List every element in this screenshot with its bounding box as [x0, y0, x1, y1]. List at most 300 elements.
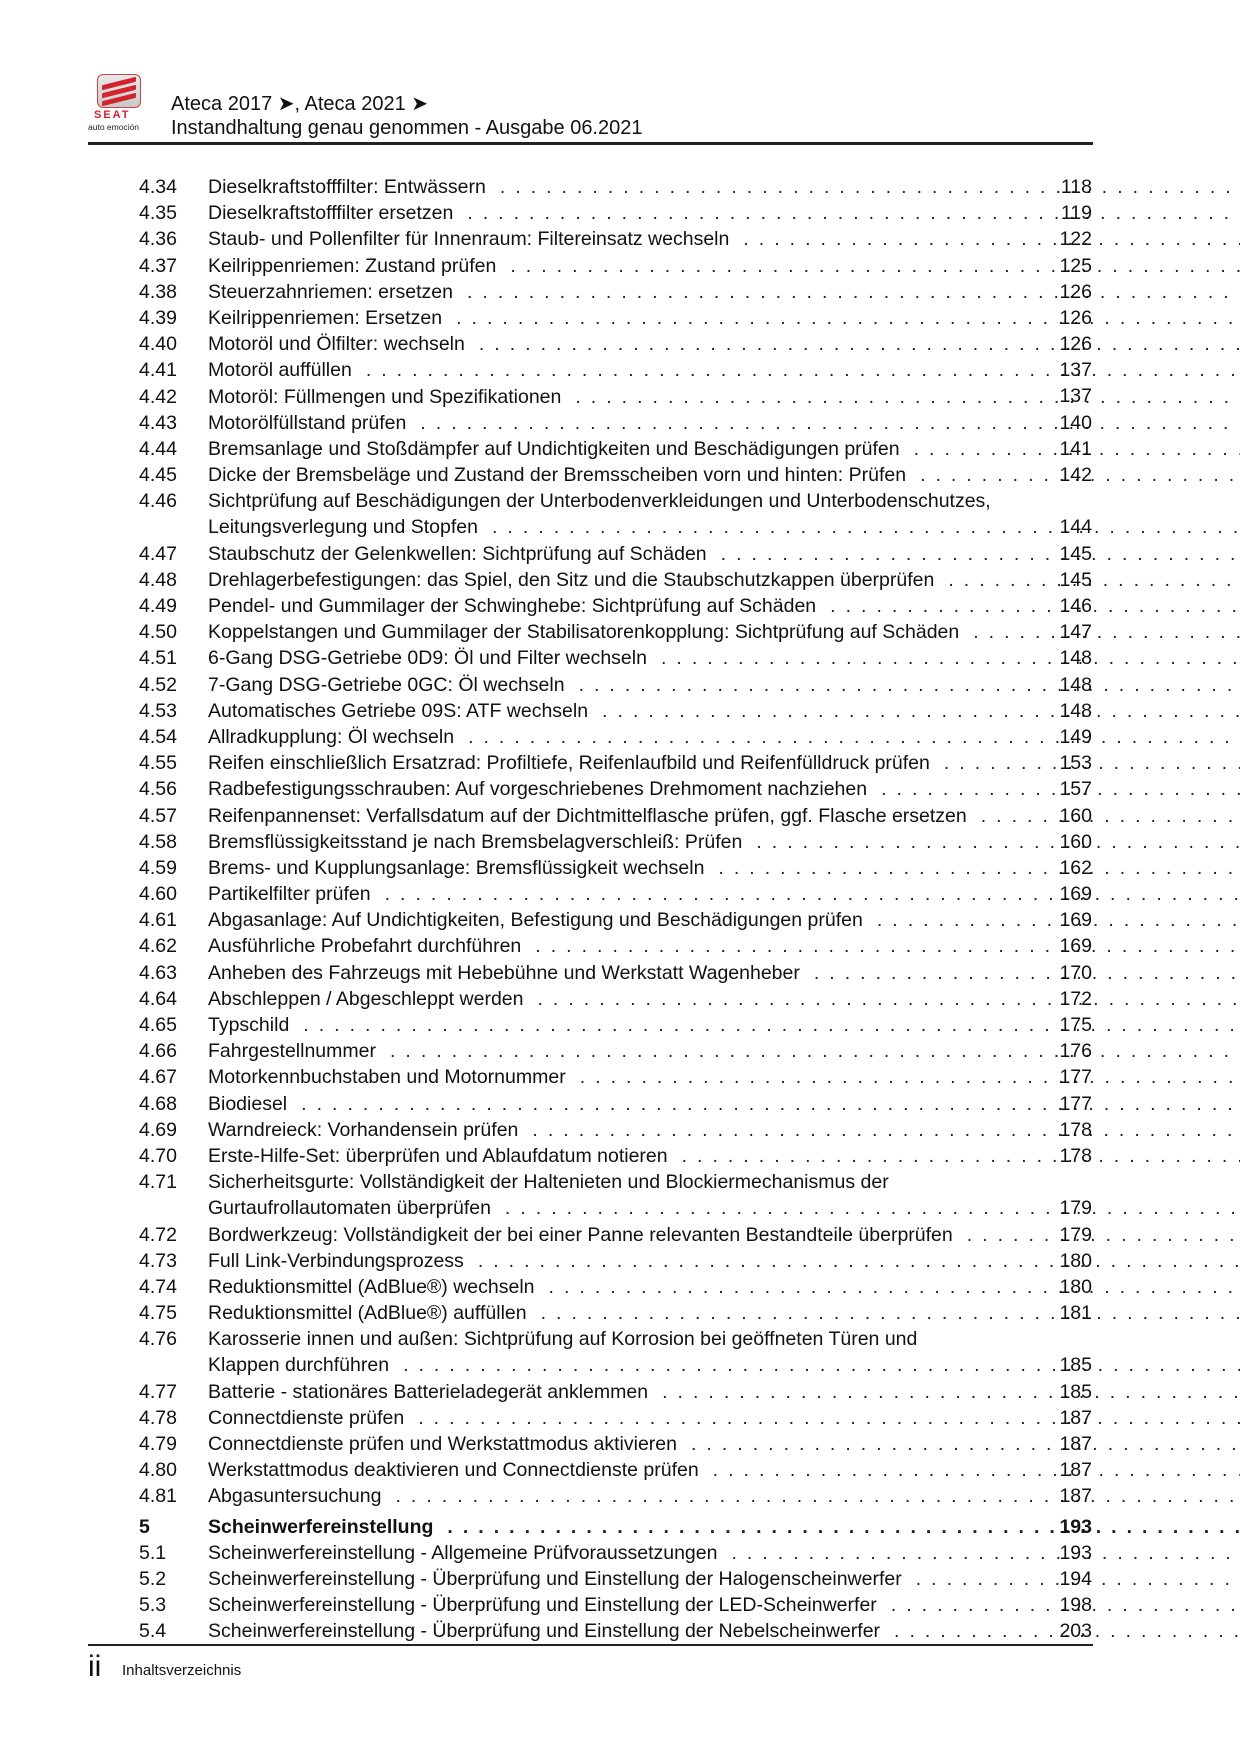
toc-entry-number: 4.81	[139, 1485, 177, 1508]
toc-entry-title-line: Scheinwerfereinstellung	[208, 1515, 434, 1538]
toc-entry-title[interactable]	[208, 174, 1052, 200]
toc-entry[interactable]	[0, 698, 1240, 724]
dot-leader	[505, 1197, 1240, 1219]
dot-leader	[492, 516, 1240, 538]
dot-leader	[395, 1485, 1240, 1507]
toc-entry-page[interactable]: 193	[1059, 1515, 1092, 1538]
toc-entry[interactable]	[0, 1222, 1240, 1248]
toc-entry-page[interactable]: 146	[1059, 595, 1092, 617]
toc-entry-page[interactable]: 169	[1059, 935, 1092, 958]
toc-entry[interactable]	[0, 357, 1240, 383]
toc-entry[interactable]	[0, 279, 1240, 305]
toc-entry-title[interactable]	[208, 462, 1052, 488]
dot-leader	[532, 1119, 1240, 1141]
document-title: Ateca 2017 ➤, Ateca 2021 ➤	[171, 93, 429, 115]
toc-entry-page[interactable]: 137	[1059, 385, 1092, 408]
toc-entry[interactable]	[0, 672, 1240, 698]
toc-entry-number: 4.67	[139, 1066, 177, 1089]
toc-entry-title-line: Reduktionsmittel (AdBlue®) wechseln	[208, 1275, 535, 1298]
toc-entry-page[interactable]: 142	[1059, 464, 1092, 487]
toc-entry[interactable]	[0, 855, 1240, 881]
toc-entry-title[interactable]	[208, 488, 1052, 540]
toc-entry-title-line: Fahrgestellnummer	[208, 1040, 376, 1063]
toc-entry[interactable]	[0, 488, 1240, 540]
toc-entry-title-line: Ausführliche Probefahrt durchführen	[208, 935, 522, 958]
toc-entry-title[interactable]	[208, 1457, 1052, 1483]
toc-entry[interactable]	[0, 567, 1240, 593]
toc-entry-title-line: Automatisches Getriebe 09S: ATF wechseln	[208, 699, 589, 722]
toc-entry-page[interactable]: 126	[1059, 280, 1092, 303]
dot-leader	[535, 935, 1240, 957]
toc-entry[interactable]	[0, 174, 1240, 200]
dot-leader	[541, 1302, 1240, 1324]
dot-leader	[420, 412, 1240, 434]
toc-entry-title[interactable]	[208, 1431, 1052, 1457]
toc-entry[interactable]	[0, 1405, 1240, 1431]
toc-entry[interactable]	[0, 1169, 1240, 1221]
toc-entry-page[interactable]: 180	[1059, 1275, 1092, 1298]
toc-entry-page[interactable]: 187	[1059, 1433, 1092, 1456]
toc-entry-page[interactable]: 125	[1059, 254, 1092, 277]
toc-entry-number: 4.56	[139, 778, 177, 801]
toc-entry-number: 4.57	[139, 804, 177, 827]
toc-entry-number: 4.52	[139, 673, 177, 696]
toc-entry-title-line: Radbefestigungsschrauben: Auf vorgeschriebenes Drehmoment nachziehen	[208, 778, 868, 801]
toc-entry[interactable]	[0, 384, 1240, 410]
toc-entry-title[interactable]	[208, 960, 1052, 986]
dot-leader	[390, 1040, 1240, 1062]
toc-entry-title[interactable]	[208, 803, 1052, 829]
dot-leader	[385, 883, 1240, 905]
footer-divider	[88, 1644, 1093, 1646]
toc-entry-number: 4.53	[139, 699, 177, 722]
toc-entry[interactable]	[0, 1274, 1240, 1300]
toc-entry-number: 4.79	[139, 1433, 177, 1456]
toc-entry-number: 4.76	[139, 1328, 177, 1351]
toc-entry[interactable]	[0, 226, 1240, 252]
toc-entry[interactable]	[0, 1091, 1240, 1117]
toc-entry-title[interactable]	[208, 1248, 1052, 1274]
toc-entry-number: 5	[139, 1515, 150, 1538]
dot-leader	[549, 1276, 1240, 1298]
toc-entry-title[interactable]	[208, 1222, 1052, 1248]
toc-entry[interactable]	[0, 1618, 1240, 1644]
table-of-contents	[0, 174, 1240, 1645]
toc-entry-page[interactable]: 169	[1059, 909, 1092, 932]
toc-entry[interactable]	[0, 1064, 1240, 1090]
toc-entry[interactable]	[0, 541, 1240, 567]
toc-entry-page[interactable]: 198	[1059, 1594, 1092, 1617]
toc-entry-title-line: Staub- und Pollenfilter für Innenraum: Filtereinsatz wechseln	[208, 228, 730, 251]
toc-entry-page[interactable]: 176	[1059, 1040, 1092, 1063]
document-subtitle: Instandhaltung genau genommen - Ausgabe 06.2021	[171, 117, 643, 139]
toc-entry-title[interactable]	[208, 1012, 1052, 1038]
toc-entry-title[interactable]	[208, 1091, 1052, 1117]
toc-entry-title[interactable]	[208, 881, 1052, 907]
toc-entry-title-line: Bordwerkzeug: Vollständigkeit der bei einer Panne relevanten Bestandteile überprüfen	[208, 1223, 953, 1246]
toc-entry-title-line: Scheinwerfereinstellung - Allgemeine Prüfvoraussetzungen	[208, 1541, 718, 1564]
toc-entry-title-line: Bremsflüssigkeitsstand je nach Bremsbelagverschleiß: Prüfen	[208, 830, 743, 853]
toc-entry-number: 4.72	[139, 1223, 177, 1246]
toc-entry-title[interactable]	[208, 593, 1052, 619]
toc-entry-title-line: Anheben des Fahrzeugs mit Hebebühne und Werkstatt Wagenheber	[208, 961, 800, 984]
toc-entry-title-line: Steuerzahnriemen: ersetzen	[208, 280, 453, 303]
toc-entry-number: 4.36	[139, 228, 177, 251]
toc-section-entry[interactable]	[0, 1514, 1240, 1540]
toc-entry-title[interactable]	[208, 279, 1052, 305]
toc-entry-title-line: Scheinwerfereinstellung - Überprüfung und Einstellung der Halogenscheinwerfer	[208, 1567, 902, 1590]
dot-leader	[830, 595, 1240, 617]
toc-entry-title-line: Batterie - stationäres Batterieladegerät anklemmen	[208, 1380, 649, 1403]
toc-entry-number: 4.40	[139, 333, 177, 356]
toc-entry-page[interactable]: 160	[1059, 830, 1092, 853]
toc-entry-title-line: Sicherheitsgurte: Vollständigkeit der Haltenieten und Blockiermechanismus der	[208, 1171, 889, 1194]
brand-name: SEAT	[94, 109, 131, 121]
toc-entry-title[interactable]	[208, 226, 1052, 252]
toc-entry-title[interactable]	[208, 1514, 1052, 1540]
dot-leader	[877, 909, 1240, 931]
toc-entry-number: 4.50	[139, 621, 177, 644]
toc-entry-page[interactable]: 126	[1059, 306, 1092, 329]
toc-entry-number: 4.73	[139, 1249, 177, 1272]
dot-leader	[478, 1250, 1240, 1272]
toc-entry-page[interactable]: 187	[1059, 1485, 1092, 1508]
toc-entry[interactable]	[0, 331, 1240, 357]
toc-entry-title-line: Motorkennbuchstaben und Motornummer	[208, 1066, 566, 1089]
toc-entry-page[interactable]: 179	[1059, 1197, 1092, 1220]
dot-leader	[366, 359, 1240, 381]
dot-leader	[467, 281, 1240, 303]
toc-entry[interactable]	[0, 776, 1240, 802]
toc-entry-title[interactable]	[208, 1064, 1052, 1090]
toc-entry-number: 4.42	[139, 385, 177, 408]
dot-leader	[691, 1433, 1240, 1455]
toc-entry-page[interactable]: 157	[1059, 778, 1092, 801]
toc-entry[interactable]	[0, 619, 1240, 645]
toc-entry-title[interactable]	[208, 253, 1052, 279]
toc-entry-number: 4.77	[139, 1380, 177, 1403]
toc-entry-number: 4.74	[139, 1275, 177, 1298]
toc-entry-title[interactable]	[208, 541, 1052, 567]
toc-entry-page[interactable]: 194	[1059, 1567, 1092, 1590]
toc-entry-page[interactable]: 160	[1059, 804, 1092, 827]
toc-entry-number: 4.58	[139, 830, 177, 853]
toc-entry[interactable]	[0, 933, 1240, 959]
toc-entry[interactable]	[0, 1483, 1240, 1509]
toc-entry-number: 4.65	[139, 1014, 177, 1037]
toc-entry-page[interactable]: 122	[1059, 228, 1092, 251]
toc-entry-number: 4.39	[139, 306, 177, 329]
toc-entry-number: 4.66	[139, 1040, 177, 1063]
toc-entry-title[interactable]	[208, 200, 1052, 226]
toc-entry-page[interactable]: 193	[1059, 1541, 1092, 1564]
toc-entry-number: 4.48	[139, 568, 177, 591]
toc-entry-title-line: Brems- und Kupplungsanlage: Bremsflüssigkeit wechseln	[208, 856, 705, 879]
toc-entry[interactable]	[0, 593, 1240, 619]
toc-entry-number: 4.46	[139, 490, 177, 513]
toc-entry-page[interactable]: 148	[1059, 647, 1092, 670]
toc-entry-number: 4.49	[139, 595, 177, 618]
toc-entry-page[interactable]: 187	[1059, 1459, 1092, 1482]
toc-entry-page[interactable]: 145	[1059, 542, 1092, 565]
toc-entry[interactable]	[0, 1457, 1240, 1483]
brand-tagline: auto emoción	[88, 122, 140, 132]
toc-entry-page[interactable]: 172	[1059, 987, 1092, 1010]
toc-entry-title[interactable]	[208, 698, 1052, 724]
toc-entry-title[interactable]	[208, 1326, 1052, 1378]
toc-entry-title[interactable]	[208, 1483, 1052, 1509]
dot-leader	[602, 700, 1240, 722]
toc-entry[interactable]	[0, 436, 1240, 462]
toc-entry-page[interactable]: 187	[1059, 1406, 1092, 1429]
toc-entry-number: 4.54	[139, 725, 177, 748]
dot-leader	[301, 1093, 1240, 1115]
toc-entry-page[interactable]: 140	[1059, 411, 1092, 434]
toc-entry-number: 4.75	[139, 1302, 177, 1325]
toc-entry-title[interactable]	[208, 1618, 1052, 1644]
toc-entry-title-line: Dieselkraftstofffilter: Entwässern	[208, 176, 486, 198]
toc-entry-page[interactable]: 126	[1059, 333, 1092, 356]
toc-entry-number: 5.2	[139, 1567, 167, 1590]
toc-entry-title-line: Dieselkraftstofffilter ersetzen	[208, 202, 454, 225]
toc-entry-title[interactable]	[208, 1117, 1052, 1143]
dot-leader	[580, 1066, 1240, 1088]
toc-entry-page[interactable]: 180	[1059, 1249, 1092, 1272]
toc-entry-title-line: Dicke der Bremsbeläge und Zustand der Bremsscheiben vorn und hinten: Prüfen	[208, 464, 907, 487]
toc-entry-title[interactable]	[208, 1300, 1052, 1326]
toc-entry-page[interactable]: 169	[1059, 883, 1092, 906]
toc-entry-number: 4.62	[139, 935, 177, 958]
toc-entry[interactable]	[0, 462, 1240, 488]
toc-entry[interactable]	[0, 253, 1240, 279]
toc-entry-title[interactable]	[208, 829, 1052, 855]
toc-entry-page[interactable]: 148	[1059, 699, 1092, 722]
toc-entry-number: 4.55	[139, 752, 177, 775]
toc-entry-title[interactable]	[208, 907, 1052, 933]
toc-entry-title[interactable]	[208, 672, 1052, 698]
toc-entry-title-line: Werkstattmodus deaktivieren und Connectdienste prüfen	[208, 1459, 699, 1482]
toc-entry-page[interactable]: 149	[1059, 725, 1092, 748]
toc-entry-number: 4.34	[139, 176, 177, 198]
toc-entry-title-line: Typschild	[208, 1014, 290, 1037]
toc-entry-title[interactable]	[208, 986, 1052, 1012]
toc-entry-title[interactable]	[208, 1379, 1052, 1405]
toc-entry[interactable]	[0, 960, 1240, 986]
toc-entry[interactable]	[0, 829, 1240, 855]
toc-entry-title[interactable]	[208, 1038, 1052, 1064]
toc-entry-page[interactable]: 162	[1059, 856, 1092, 879]
toc-entry-title[interactable]	[208, 1405, 1052, 1431]
toc-entry-title-line: Abgasanlage: Auf Undichtigkeiten, Befestigung und Beschädigungen prüfen	[208, 909, 863, 932]
footer-label: Inhaltsverzeichnis	[122, 1662, 242, 1679]
toc-entry-title-line: Pendel- und Gummilager der Schwinghebe: Sichtprüfung auf Schäden	[208, 595, 817, 618]
toc-entry[interactable]	[0, 645, 1240, 671]
toc-entry-page[interactable]: 185	[1059, 1380, 1092, 1403]
toc-entry-title[interactable]	[208, 645, 1052, 671]
toc-entry-number: 5.1	[139, 1541, 167, 1564]
dot-leader	[418, 1407, 1240, 1429]
toc-entry-title[interactable]	[208, 750, 1052, 776]
dot-leader	[468, 726, 1240, 748]
toc-entry-title-line: Reifen einschließlich Ersatzrad: Profiltiefe, Reifenlaufbild und Reifenfülldruck prüfen	[208, 752, 930, 775]
toc-entry-number: 4.59	[139, 856, 177, 879]
toc-entry-title[interactable]	[208, 357, 1052, 383]
toc-entry[interactable]	[0, 1326, 1240, 1378]
toc-entry-title[interactable]	[208, 1566, 1052, 1592]
toc-entry[interactable]	[0, 1248, 1240, 1274]
toc-entry-title[interactable]	[208, 1592, 1052, 1618]
toc-entry-title-line: Bremsanlage und Stoßdämpfer auf Undichtigkeiten und Beschädigungen prüfen	[208, 437, 900, 460]
toc-entry-title-line: Motoröl und Ölfilter: wechseln	[208, 333, 465, 356]
toc-entry-title[interactable]	[208, 305, 1052, 331]
toc-entry-number: 4.45	[139, 464, 177, 487]
toc-entry-page[interactable]: 148	[1059, 673, 1092, 696]
dot-leader	[743, 228, 1240, 250]
toc-entry-title[interactable]	[208, 1540, 1052, 1566]
toc-entry-title-line: 7-Gang DSG-Getriebe 0GC: Öl wechseln	[208, 673, 565, 696]
toc-entry-title-line: Scheinwerfereinstellung - Überprüfung und Einstellung der LED-Scheinwerfer	[208, 1594, 877, 1617]
toc-entry-title-line: Karosserie innen und außen: Sichtprüfung auf Korrosion bei geöffneten Türen und	[208, 1328, 918, 1351]
toc-entry-title[interactable]	[208, 567, 1052, 593]
toc-entry-number: 4.44	[139, 437, 177, 460]
toc-entry[interactable]	[0, 881, 1240, 907]
toc-entry[interactable]	[0, 1012, 1240, 1038]
toc-entry-title-line: Reifenpannenset: Verfallsdatum auf der Dichtmittelflasche prüfen, ggf. Flasche ersetzen	[208, 804, 967, 827]
toc-entry-page[interactable]: 119	[1060, 202, 1092, 225]
toc-entry-title-line: Abgasuntersuchung	[208, 1485, 382, 1508]
toc-entry-page[interactable]: 137	[1059, 359, 1092, 382]
toc-entry-page[interactable]: 177	[1059, 1066, 1092, 1089]
toc-entry-number: 4.51	[139, 647, 177, 670]
dot-leader	[510, 255, 1240, 277]
toc-entry-page[interactable]: 144	[1059, 516, 1092, 539]
toc-entry[interactable]	[0, 750, 1240, 776]
toc-entry-number: 4.47	[139, 542, 177, 565]
toc-entry-number: 4.38	[139, 280, 177, 303]
toc-entry-page[interactable]: 147	[1059, 621, 1092, 644]
toc-entry-page[interactable]: 177	[1059, 1092, 1092, 1115]
toc-entry[interactable]	[0, 1540, 1240, 1566]
toc-entry-title[interactable]	[208, 410, 1052, 436]
toc-entry-title[interactable]	[208, 384, 1052, 410]
toc-entry-title[interactable]	[208, 331, 1052, 357]
toc-entry-number: 5.4	[139, 1620, 167, 1643]
header-divider	[88, 142, 1093, 145]
toc-entry-title-line: Full Link-Verbindungsprozess	[208, 1249, 464, 1272]
toc-entry-page[interactable]: 145	[1059, 568, 1092, 591]
toc-entry-title-line: Keilrippenriemen: Zustand prüfen	[208, 254, 497, 277]
toc-entry-page[interactable]: 179	[1059, 1223, 1092, 1246]
toc-entry-title-line: Koppelstangen und Gummilager der Stabilisatorenkopplung: Sichtprüfung auf Schäden	[208, 621, 960, 644]
toc-entry-number: 4.41	[139, 359, 177, 382]
toc-entry-title[interactable]	[208, 619, 1052, 645]
dot-leader	[662, 1381, 1240, 1403]
toc-entry-number: 4.63	[139, 961, 177, 984]
toc-entry-title-line: Scheinwerfereinstellung - Überprüfung und Einstellung der Nebelscheinwerfer	[208, 1620, 881, 1643]
toc-entry[interactable]	[0, 305, 1240, 331]
toc-entry-page[interactable]: 118	[1060, 175, 1092, 198]
dot-leader	[973, 621, 1240, 643]
toc-entry-title-line: Keilrippenriemen: Ersetzen	[208, 306, 443, 329]
seat-emblem-icon	[97, 74, 141, 108]
toc-entry-page[interactable]: 181	[1059, 1302, 1092, 1325]
dot-leader	[661, 647, 1240, 669]
toc-entry[interactable]	[0, 200, 1240, 226]
toc-entry[interactable]	[0, 1379, 1240, 1405]
toc-entry-title-line: Sichtprüfung auf Beschädigungen der Unterbodenverkleidungen und Unterbodenschutzes,	[208, 490, 991, 513]
toc-entry-title-line: Leitungsverlegung und Stopfen	[208, 516, 478, 539]
toc-entry-title[interactable]	[208, 436, 1052, 462]
toc-entry-title-line: Drehlagerbefestigungen: das Spiel, den Sitz und die Staubschutzkappen überprüfen	[208, 568, 935, 591]
toc-entry-page[interactable]: 178	[1059, 1144, 1092, 1167]
dot-leader	[479, 333, 1240, 355]
toc-entry-page[interactable]: 175	[1059, 1014, 1092, 1036]
toc-entry-page[interactable]: 185	[1059, 1354, 1092, 1377]
toc-entry-page[interactable]: 178	[1059, 1118, 1092, 1141]
dot-leader	[303, 1014, 1240, 1036]
toc-entry-page[interactable]: 170	[1059, 961, 1092, 984]
dot-leader	[537, 988, 1240, 1010]
toc-entry-title-line: Klappen durchführen	[208, 1354, 390, 1377]
toc-entry[interactable]	[0, 724, 1240, 750]
dot-leader	[731, 1542, 1240, 1564]
toc-entry-title[interactable]	[208, 855, 1052, 881]
dot-leader	[756, 831, 1240, 853]
toc-entry-title-line: Staubschutz der Gelenkwellen: Sichtprüfung auf Schäden	[208, 542, 707, 565]
toc-entry[interactable]	[0, 1143, 1240, 1169]
dot-leader	[403, 1354, 1240, 1376]
toc-entry[interactable]	[0, 410, 1240, 436]
toc-entry[interactable]	[0, 1038, 1240, 1064]
toc-entry[interactable]	[0, 1117, 1240, 1143]
toc-entry-title-line: 6-Gang DSG-Getriebe 0D9: Öl und Filter wechseln	[208, 647, 647, 670]
toc-entry-page[interactable]: 141	[1059, 437, 1092, 460]
toc-entry-number: 4.69	[139, 1118, 177, 1141]
toc-entry[interactable]	[0, 907, 1240, 933]
toc-entry[interactable]	[0, 986, 1240, 1012]
toc-entry[interactable]	[0, 1300, 1240, 1326]
toc-entry[interactable]	[0, 1592, 1240, 1618]
dot-leader	[467, 202, 1240, 224]
toc-entry[interactable]	[0, 803, 1240, 829]
toc-entry-number: 4.78	[139, 1406, 177, 1429]
toc-entry-page[interactable]: 203	[1059, 1620, 1092, 1643]
dot-leader	[575, 386, 1240, 408]
dot-leader	[447, 1516, 1240, 1538]
toc-entry-title-line: Connectdienste prüfen	[208, 1406, 405, 1429]
toc-entry-number: 4.35	[139, 202, 177, 225]
toc-entry[interactable]	[0, 1431, 1240, 1457]
dot-leader	[814, 962, 1240, 984]
toc-entry-title-line: Gurtaufrollautomaten überprüfen	[208, 1197, 491, 1220]
toc-entry-number: 4.70	[139, 1144, 177, 1167]
seat-logo-icon	[88, 70, 152, 130]
toc-entry[interactable]	[0, 1566, 1240, 1592]
toc-entry-title[interactable]	[208, 933, 1052, 959]
toc-entry-title-line: Allradkupplung: Öl wechseln	[208, 725, 455, 748]
toc-entry-title[interactable]	[208, 724, 1052, 750]
toc-entry-number: 4.71	[139, 1171, 177, 1194]
toc-entry-title[interactable]	[208, 1143, 1052, 1169]
toc-entry-title-line: Connectdienste prüfen und Werkstattmodus aktivieren	[208, 1433, 677, 1456]
toc-entry-title-line: Warndreieck: Vorhandensein prüfen	[208, 1118, 519, 1141]
toc-entry-title-line: Motoröl auffüllen	[208, 359, 352, 382]
toc-entry-number: 5.3	[139, 1594, 167, 1617]
toc-entry-title[interactable]	[208, 1169, 1052, 1221]
toc-entry-title[interactable]	[208, 1274, 1052, 1300]
toc-entry-title[interactable]	[208, 776, 1052, 802]
toc-entry-page[interactable]: 153	[1059, 752, 1092, 775]
